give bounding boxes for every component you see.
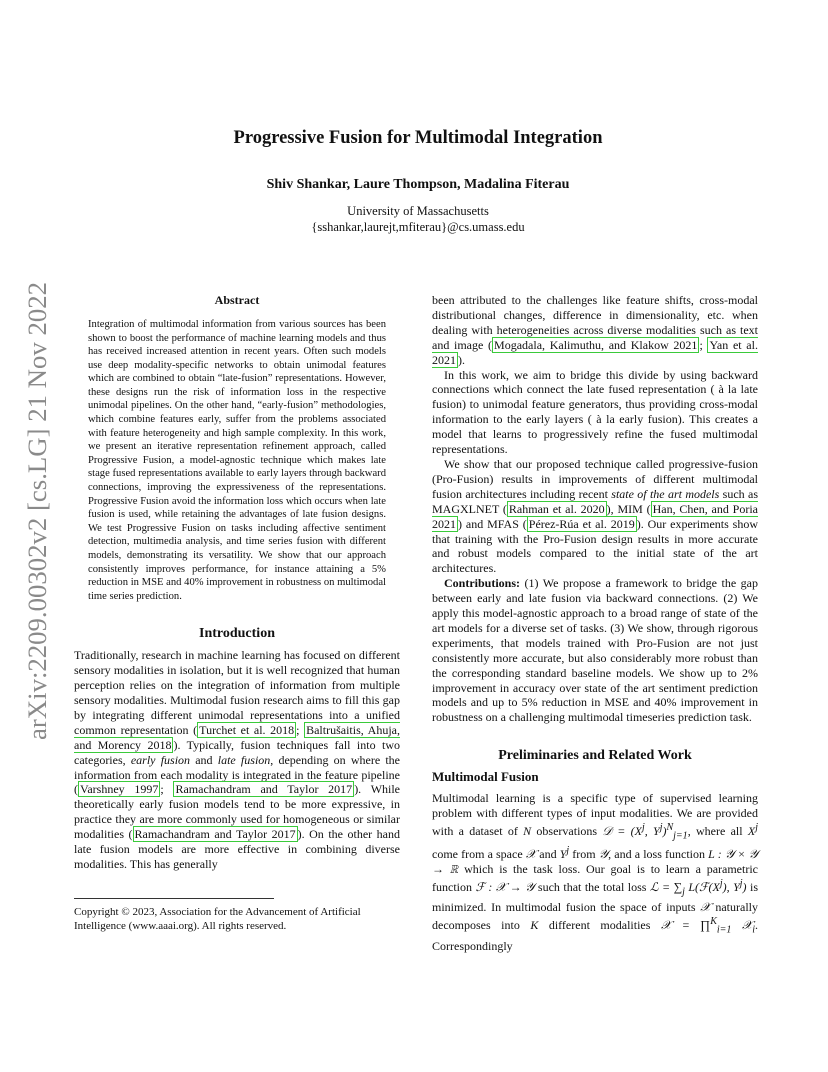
copyright-text: Copyright © 2023, Association for the Advancement of Artificial Intelligence (www.aaai.org). All rights reserved. [74,906,361,932]
introduction-heading: Introduction [199,626,275,642]
arxiv-stamp [16,280,56,740]
arxiv-id: arXiv:2209.00302v2 [cs.LG] 21 Nov 2022 [23,295,52,740]
paper-title: Progressive Fusion for Multimodal Integration [233,128,603,148]
right-column [432,293,758,953]
affiliation: University of Massachusetts [347,204,489,218]
multimodal-fusion-heading: Multimodal Fusion [432,769,539,785]
multimodal-fusion-paragraph: Multimodal learning is a specific type of supervised learning problem with different types of input modalities. We are provided with a dataset of N observations 𝒟 = ($X^j$, $Y^j)^N_{j=1}$, where all $X^j$ come from a space 𝒳 and $Y^j$ from 𝒴, and a loss function L : 𝒴 × 𝒴 → ℝ which is the task loss. Our goal is to learn a parametric function ℱ : 𝒳 → 𝒴 such that the total loss ℒ = $\sum_j$ $L(ℱ(X^j)$, $Y^j$) is minimized. In multimodal fusion the space of inputs 𝒳 naturally decomposes into K different modalities 𝒳 = ∏$^K_{i=1}$ 𝒳$_i$. Correspondingly [432,791,759,953]
author-email: {sshankar,laurejt,mfiterau}@cs.umass.edu [311,220,525,234]
abstract-heading: Abstract [214,293,260,307]
introduction-paragraph: Traditionally, research in machine learning has focused on different sensory modalities in isolation, but it is well recognized that human perception relies on the integration of information from multiple sensory modalities. Multimodal fusion research aims to fill this gap by integrating different unimodal representations into a unified common representation ( Turchet et al. 2018 ; Baltrušaitis, Ahuja, and Morency 2018 ). Typically, fusion techniques fall into two categories, early fusion and late fusion, depending on where the information from each modality is integrated in the feature pipeline ( Varshney 1997 ; Ramachandram and Taylor 2017 ). While theoretically early fusion models tend to be more expressive, in practice they are more commonly used for homogeneous or similar modalities ( Ramachandram and Taylor 2017 ). On the other hand late fusion models are more effective in combining diverse modalities. This has generally [74,648,401,871]
intro-continued-paragraph: been attributed to the challenges like feature shifts, cross-modal distributional changes, difference in dimensionality, etc. when dealing with heterogeneities across diverse modalities such as text and image ( Mogadala, Kalimuthu, and Klakow 2021 ; Yan et al. 2021 ). [432,293,758,367]
citation-perez-rua[interactable]: Pérez-Rúa et al. 2019 [528,516,635,531]
copyright-footnote [74,898,400,933]
contributions-paragraph: Contributions: (1) We propose a framework to bridge the gap between early and late fusion via backward connections. (2) We apply this model-agnostic approach to a broad range of state of the art models for a diverse set of tasks. (3) We show, through rigorous experiments, that models trained with Pro-Fusion are not just consistently more accurate, but also considerably more robust than the corresponding standard baseline models. We show up to 2% improvement in accuracy over state of the art sentiment prediction models and up to 5% reduction in MSE and 40% improvement in robustness on a challenging multimodal timeseries prediction task. [432,576,758,725]
left-column [74,293,400,872]
citation-mogadala[interactable]: Mogadala, Kalimuthu, and Klakow 2021 [494,337,698,352]
bridge-paragraph: In this work, we aim to bridge this divide by using backward connections which connect the late fused representation ( à la late fusion) to unimodal feature generators, thus providing cross-modal information to the early layers ( à la early fusion). This creates a model that learns to progressively refine the fused multimodal representations. [432,367,758,457]
citation-ramachandram[interactable]: Ramachandram and Taylor 2017 [175,782,353,797]
affiliation-block [74,203,762,235]
author-list: Shiv Shankar, Laure Thompson, Madalina Fiterau [266,177,570,192]
preliminaries-heading: Preliminaries and Related Work [498,748,692,764]
citation-baltrusaitis[interactable]: Baltrušaitis, Ahuja, and Morency 2018 [74,722,401,752]
citation-han[interactable]: Han, Chen, and Poria 2021 [432,501,759,531]
citation-varshney[interactable]: Varshney 1997 [80,782,159,797]
citation-turchet[interactable]: Turchet et al. 2018 [199,722,295,737]
footnote-rule [74,898,274,899]
results-paragraph: We show that our proposed technique called progressive-fusion (Pro-Fusion) results in improvements of different multimodal fusion architectures including recent state of the art models such as MAGXLNET ( Rahman et al. 2020 ), MIM ( Han, Chen, and Poria 2021 ) and MFAS ( Pérez-Rúa et al. 2019 ). Our experiments show that training with the Pro-Fusion design results in more accurate and robust models compared to the initial state of the art architectures. [432,456,759,576]
citation-rahman[interactable]: Rahman et al. 2020 [508,501,605,516]
abstract-text: Integration of multimodal information from various sources has been shown to boost the performance of machine learning models and thus has received increased attention in recent years. Often such models use deep modality-specific networks to obtain unimodal features which are combined to obtain “late-fusion” representations. However, these designs run the risk of information loss in the respective unimodal pipelines. On the other hand, “early-fusion” methodologies, which combine features early, suffer from the problems associated with feature heterogeneity and high sample complexity. In this work, we present an iterative representation refinement approach, called Progressive Fusion, a model-agnostic technique which makes late stage fused representations available to early layers through backward connections, improving the expressiveness of the representations. Progressive Fusion avoid the information loss which occurs when late fusion is used, while retaining the advantages of late fusion designs. We test Progressive Fusion on tasks including affective sentiment detection, multimedia analysis, and time series fusion with different models, demonstrating its versatility. We show that our approach consistently improves performance, for instance attaining a 5% reduction in MSE and 40% improvement in robustness on multimodal time series prediction. [88,318,386,602]
citation-yan[interactable]: Yan et al. 2021 [432,337,758,367]
citation-ramachandram[interactable]: Ramachandram and Taylor 2017 [134,827,296,842]
